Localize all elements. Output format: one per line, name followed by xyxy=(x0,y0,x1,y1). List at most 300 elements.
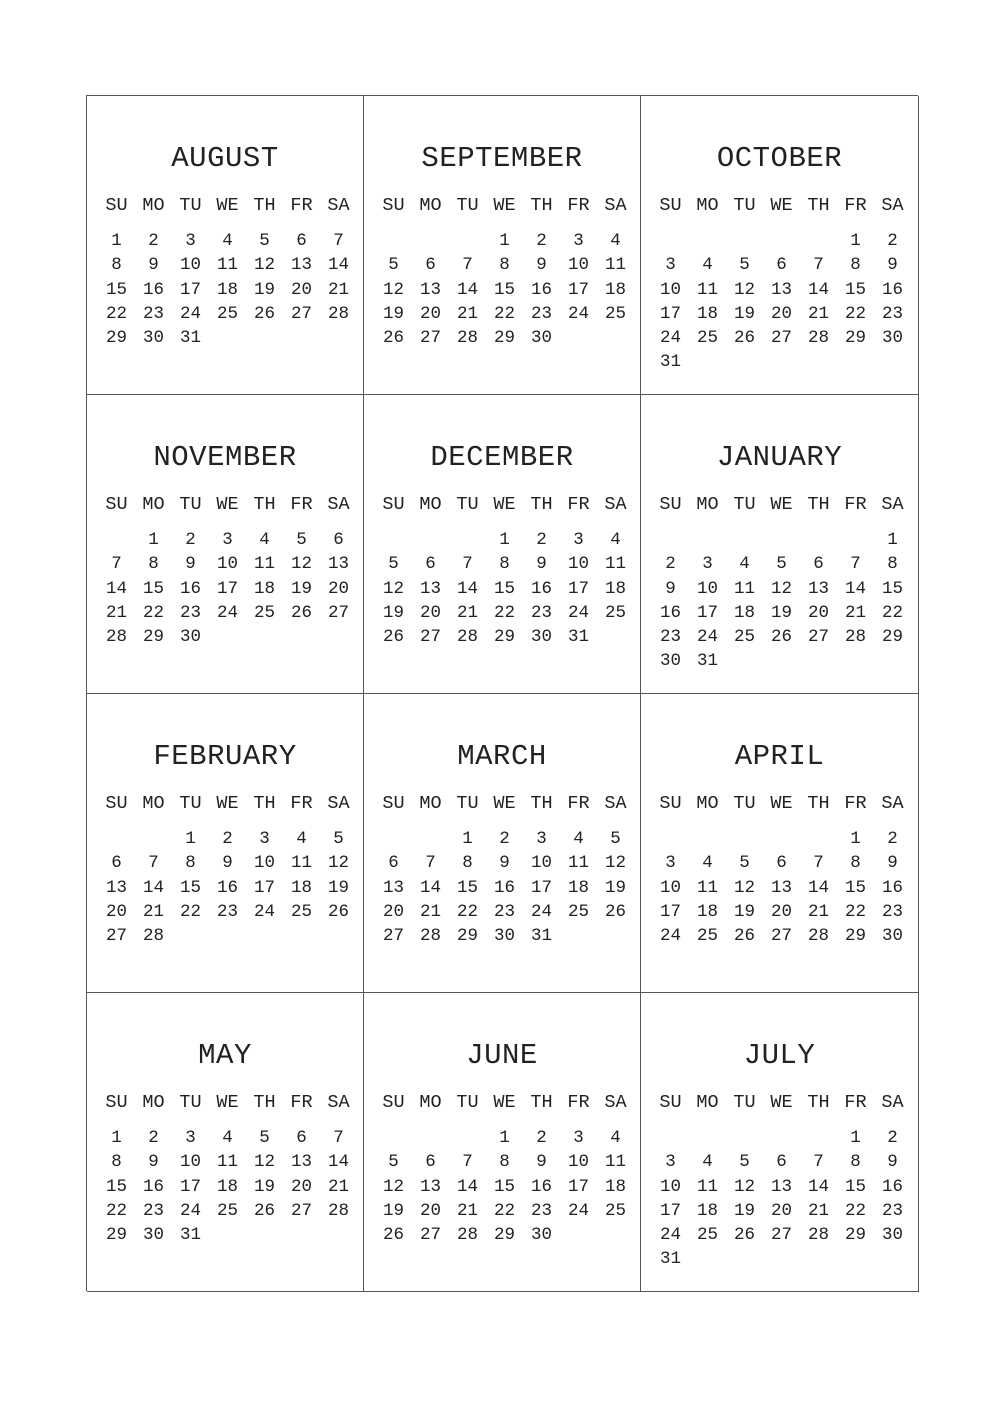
day-number: 17 xyxy=(253,877,275,898)
day-number: 13 xyxy=(327,554,349,575)
day-number: 2 xyxy=(536,530,547,550)
day-number: 26 xyxy=(382,627,404,648)
empty-day xyxy=(320,1223,357,1247)
empty-day xyxy=(209,326,246,350)
empty-day xyxy=(412,229,449,253)
empty-day xyxy=(837,649,874,673)
empty-day xyxy=(837,350,874,374)
weekday-label: SU xyxy=(382,494,405,515)
day-number: 1 xyxy=(850,1128,861,1148)
day-number: 31 xyxy=(179,1225,201,1246)
day-number: 21 xyxy=(419,901,441,922)
day-number: 6 xyxy=(425,554,436,575)
weekday-label: WE xyxy=(770,1092,793,1113)
day-number: 23 xyxy=(142,1200,164,1221)
weekday-header-row xyxy=(652,793,911,827)
day-number: 29 xyxy=(493,1225,515,1246)
day-number: 12 xyxy=(253,255,275,276)
empty-day xyxy=(560,924,597,948)
day-number: 9 xyxy=(185,554,196,575)
day-number: 14 xyxy=(807,877,829,898)
week-row xyxy=(98,1223,357,1247)
week-row xyxy=(98,1150,357,1174)
week-row xyxy=(652,924,911,948)
day-number: 8 xyxy=(850,255,861,276)
day-number: 9 xyxy=(536,255,547,276)
weekday-label: FR xyxy=(290,195,313,216)
day-number: 22 xyxy=(493,1200,515,1221)
day-number: 13 xyxy=(382,877,404,898)
empty-day xyxy=(283,625,320,649)
weekday-label: TU xyxy=(456,1092,479,1113)
weekday-label: SU xyxy=(659,793,682,814)
empty-day xyxy=(689,1247,726,1271)
month-august xyxy=(87,96,364,395)
day-number: 14 xyxy=(327,1152,349,1173)
day-number: 25 xyxy=(604,303,626,324)
day-number: 22 xyxy=(844,1200,866,1221)
weekday-label: FR xyxy=(290,494,313,515)
empty-day xyxy=(209,625,246,649)
day-number: 4 xyxy=(610,530,621,550)
day-number: 6 xyxy=(813,554,824,575)
day-number: 29 xyxy=(105,1225,127,1246)
day-number: 5 xyxy=(739,255,750,276)
day-number: 24 xyxy=(696,627,718,648)
day-number: 28 xyxy=(327,1200,349,1221)
day-number: 25 xyxy=(290,901,312,922)
weekday-label: SU xyxy=(382,1092,405,1113)
day-number: 27 xyxy=(290,1200,312,1221)
empty-day xyxy=(597,924,634,948)
day-number: 27 xyxy=(770,328,792,349)
week-row xyxy=(652,229,911,253)
day-number: 6 xyxy=(296,1128,307,1148)
day-number: 4 xyxy=(296,829,307,849)
weekday-header-row xyxy=(98,195,357,229)
day-number: 31 xyxy=(179,328,201,349)
day-number: 12 xyxy=(290,554,312,575)
empty-day xyxy=(283,924,320,948)
day-number: 11 xyxy=(567,853,589,874)
empty-day xyxy=(763,350,800,374)
day-number: 7 xyxy=(462,255,473,276)
day-number: 19 xyxy=(770,602,792,623)
day-number: 28 xyxy=(807,328,829,349)
week-row xyxy=(652,1126,911,1150)
week-row xyxy=(375,253,634,277)
day-number: 20 xyxy=(290,1176,312,1197)
year-calendar-grid xyxy=(86,95,918,1291)
empty-day xyxy=(874,1247,911,1271)
day-number: 21 xyxy=(142,901,164,922)
day-number: 28 xyxy=(844,627,866,648)
day-number: 30 xyxy=(179,627,201,648)
weekday-label: MO xyxy=(696,494,719,515)
day-number: 12 xyxy=(382,1176,404,1197)
day-number: 23 xyxy=(493,901,515,922)
week-row xyxy=(375,601,634,625)
empty-day xyxy=(246,924,283,948)
week-row xyxy=(98,876,357,900)
day-number: 28 xyxy=(327,303,349,324)
empty-day xyxy=(449,1126,486,1150)
day-number: 10 xyxy=(530,853,552,874)
day-number: 23 xyxy=(530,602,552,623)
week-row xyxy=(375,1150,634,1174)
day-number: 18 xyxy=(604,1176,626,1197)
day-number: 10 xyxy=(659,279,681,300)
day-number: 30 xyxy=(881,328,903,349)
weekday-label: MO xyxy=(419,494,442,515)
day-number: 10 xyxy=(567,1152,589,1173)
weekday-label: WE xyxy=(216,494,239,515)
day-number: 16 xyxy=(530,279,552,300)
day-number: 17 xyxy=(179,1176,201,1197)
empty-day xyxy=(763,229,800,253)
day-number: 10 xyxy=(567,255,589,276)
weekday-label: SU xyxy=(105,1092,128,1113)
day-number: 26 xyxy=(733,328,755,349)
day-number: 6 xyxy=(776,1152,787,1173)
day-number: 7 xyxy=(148,853,159,874)
day-number: 8 xyxy=(111,1152,122,1173)
day-number: 10 xyxy=(179,1152,201,1173)
day-number: 29 xyxy=(881,627,903,648)
month-november xyxy=(87,395,364,694)
day-number: 3 xyxy=(573,231,584,251)
day-number: 15 xyxy=(493,279,515,300)
day-number: 8 xyxy=(462,853,473,874)
week-row xyxy=(652,350,911,374)
day-number: 12 xyxy=(253,1152,275,1173)
day-number: 5 xyxy=(388,255,399,276)
empty-day xyxy=(689,528,726,552)
week-row xyxy=(652,601,911,625)
day-number: 13 xyxy=(419,279,441,300)
day-number: 20 xyxy=(327,578,349,599)
day-number: 4 xyxy=(702,255,713,276)
day-number: 2 xyxy=(887,1128,898,1148)
empty-day xyxy=(375,229,412,253)
weekday-label: TU xyxy=(179,195,202,216)
day-number: 19 xyxy=(733,303,755,324)
weekday-label: MO xyxy=(419,793,442,814)
day-number: 21 xyxy=(807,901,829,922)
weekday-label: MO xyxy=(696,195,719,216)
empty-day xyxy=(246,326,283,350)
day-number: 4 xyxy=(259,530,270,550)
weekday-label: WE xyxy=(493,1092,516,1113)
day-number: 3 xyxy=(536,829,547,849)
day-number: 17 xyxy=(567,279,589,300)
day-number: 14 xyxy=(456,279,478,300)
day-number: 18 xyxy=(604,578,626,599)
day-number: 28 xyxy=(142,926,164,947)
week-row xyxy=(652,253,911,277)
day-number: 5 xyxy=(388,554,399,575)
weekday-label: MO xyxy=(142,494,165,515)
month-title: MAY xyxy=(198,1039,252,1072)
day-number: 10 xyxy=(659,1176,681,1197)
week-row xyxy=(652,876,911,900)
week-row xyxy=(98,253,357,277)
month-days-table xyxy=(98,195,357,350)
day-number: 8 xyxy=(887,554,898,575)
day-number: 24 xyxy=(216,602,238,623)
day-number: 13 xyxy=(105,877,127,898)
weekday-header-row xyxy=(375,1092,634,1126)
empty-day xyxy=(763,1247,800,1271)
weekday-label: MO xyxy=(142,1092,165,1113)
empty-day xyxy=(726,649,763,673)
empty-day xyxy=(837,1247,874,1271)
week-row xyxy=(375,1126,634,1150)
empty-day xyxy=(689,1126,726,1150)
day-number: 15 xyxy=(142,578,164,599)
day-number: 16 xyxy=(142,1176,164,1197)
weekday-label: FR xyxy=(567,1092,590,1113)
empty-day xyxy=(874,649,911,673)
month-title: JUNE xyxy=(466,1039,538,1072)
day-number: 15 xyxy=(493,1176,515,1197)
day-number: 18 xyxy=(696,303,718,324)
day-number: 19 xyxy=(733,901,755,922)
day-number: 22 xyxy=(881,602,903,623)
day-number: 1 xyxy=(887,530,898,550)
day-number: 2 xyxy=(499,829,510,849)
day-number: 7 xyxy=(111,554,122,575)
day-number: 27 xyxy=(419,627,441,648)
day-number: 15 xyxy=(844,279,866,300)
empty-day xyxy=(726,1126,763,1150)
day-number: 1 xyxy=(499,231,510,251)
empty-day xyxy=(652,229,689,253)
month-january xyxy=(641,395,919,694)
day-number: 16 xyxy=(530,578,552,599)
weekday-label: SU xyxy=(659,494,682,515)
day-number: 17 xyxy=(530,877,552,898)
day-number: 11 xyxy=(696,279,718,300)
day-number: 5 xyxy=(776,554,787,575)
day-number: 18 xyxy=(253,578,275,599)
weekday-label: WE xyxy=(493,793,516,814)
empty-day xyxy=(375,827,412,851)
empty-day xyxy=(449,229,486,253)
empty-day xyxy=(98,827,135,851)
day-number: 7 xyxy=(813,853,824,874)
day-number: 17 xyxy=(179,279,201,300)
month-days-table xyxy=(652,793,911,948)
day-number: 24 xyxy=(530,901,552,922)
day-number: 27 xyxy=(770,926,792,947)
week-row xyxy=(375,827,634,851)
day-number: 1 xyxy=(148,530,159,550)
day-number: 1 xyxy=(462,829,473,849)
empty-day xyxy=(560,326,597,350)
day-number: 3 xyxy=(573,530,584,550)
month-days-table xyxy=(98,494,357,649)
empty-day xyxy=(560,1223,597,1247)
day-number: 11 xyxy=(216,1152,238,1173)
day-number: 17 xyxy=(659,1200,681,1221)
weekday-label: WE xyxy=(770,195,793,216)
empty-day xyxy=(800,827,837,851)
weekday-label: SA xyxy=(604,793,627,814)
week-row xyxy=(98,625,357,649)
day-number: 4 xyxy=(702,853,713,874)
day-number: 8 xyxy=(499,554,510,575)
empty-day xyxy=(246,625,283,649)
day-number: 4 xyxy=(573,829,584,849)
month-march xyxy=(364,694,641,993)
day-number: 1 xyxy=(499,1128,510,1148)
week-row xyxy=(652,528,911,552)
day-number: 20 xyxy=(770,901,792,922)
weekday-header-row xyxy=(375,195,634,229)
day-number: 17 xyxy=(567,578,589,599)
weekday-label: TH xyxy=(807,793,830,814)
day-number: 13 xyxy=(770,1176,792,1197)
day-number: 27 xyxy=(382,926,404,947)
day-number: 23 xyxy=(216,901,238,922)
day-number: 3 xyxy=(185,231,196,251)
weekday-label: SA xyxy=(327,195,350,216)
empty-day xyxy=(597,625,634,649)
weekday-label: SA xyxy=(604,494,627,515)
empty-day xyxy=(135,827,172,851)
day-number: 4 xyxy=(702,1152,713,1173)
day-number: 12 xyxy=(604,853,626,874)
week-row xyxy=(652,577,911,601)
day-number: 29 xyxy=(844,1225,866,1246)
empty-day xyxy=(209,924,246,948)
day-number: 11 xyxy=(290,853,312,874)
month-june xyxy=(364,993,641,1292)
weekday-label: SU xyxy=(105,494,128,515)
day-number: 19 xyxy=(733,1200,755,1221)
month-title: FEBRUARY xyxy=(153,740,297,773)
day-number: 27 xyxy=(419,1225,441,1246)
empty-day xyxy=(837,528,874,552)
week-row xyxy=(652,1247,911,1271)
weekday-label: TH xyxy=(253,793,276,814)
day-number: 14 xyxy=(105,578,127,599)
weekday-label: WE xyxy=(493,494,516,515)
empty-day xyxy=(320,924,357,948)
day-number: 29 xyxy=(493,627,515,648)
day-number: 4 xyxy=(739,554,750,575)
weekday-label: TH xyxy=(807,494,830,515)
day-number: 9 xyxy=(148,1152,159,1173)
weekday-label: MO xyxy=(696,1092,719,1113)
day-number: 5 xyxy=(296,530,307,550)
empty-day xyxy=(689,350,726,374)
week-row xyxy=(98,278,357,302)
day-number: 21 xyxy=(456,303,478,324)
day-number: 24 xyxy=(659,1225,681,1246)
day-number: 20 xyxy=(382,901,404,922)
weekday-label: SA xyxy=(327,494,350,515)
day-number: 23 xyxy=(142,303,164,324)
empty-day xyxy=(726,1247,763,1271)
empty-day xyxy=(449,528,486,552)
month-title: AUGUST xyxy=(171,142,279,175)
day-number: 27 xyxy=(290,303,312,324)
day-number: 10 xyxy=(567,554,589,575)
day-number: 26 xyxy=(253,303,275,324)
weekday-label: FR xyxy=(844,494,867,515)
empty-day xyxy=(800,229,837,253)
empty-day xyxy=(209,1223,246,1247)
day-number: 30 xyxy=(659,651,681,672)
month-october xyxy=(641,96,919,395)
day-number: 5 xyxy=(388,1152,399,1173)
day-number: 20 xyxy=(770,1200,792,1221)
day-number: 25 xyxy=(696,328,718,349)
empty-day xyxy=(763,827,800,851)
day-number: 30 xyxy=(530,627,552,648)
day-number: 10 xyxy=(179,255,201,276)
weekday-label: SU xyxy=(105,195,128,216)
day-number: 9 xyxy=(222,853,233,874)
day-number: 7 xyxy=(813,255,824,276)
weekday-label: TU xyxy=(733,793,756,814)
month-february xyxy=(87,694,364,993)
day-number: 19 xyxy=(253,1176,275,1197)
day-number: 7 xyxy=(850,554,861,575)
day-number: 19 xyxy=(327,877,349,898)
weekday-label: TH xyxy=(253,195,276,216)
week-row xyxy=(375,528,634,552)
weekday-header-row xyxy=(652,494,911,528)
day-number: 5 xyxy=(259,231,270,251)
empty-day xyxy=(800,528,837,552)
weekday-label: FR xyxy=(290,793,313,814)
day-number: 1 xyxy=(111,1128,122,1148)
day-number: 29 xyxy=(142,627,164,648)
day-number: 27 xyxy=(105,926,127,947)
day-number: 3 xyxy=(573,1128,584,1148)
empty-day xyxy=(652,827,689,851)
empty-day xyxy=(320,625,357,649)
day-number: 23 xyxy=(530,1200,552,1221)
day-number: 6 xyxy=(425,1152,436,1173)
weekday-header-row xyxy=(98,793,357,827)
day-number: 30 xyxy=(881,926,903,947)
week-row xyxy=(98,577,357,601)
weekday-label: MO xyxy=(419,195,442,216)
day-number: 25 xyxy=(733,627,755,648)
day-number: 24 xyxy=(567,602,589,623)
weekday-label: SA xyxy=(327,793,350,814)
day-number: 15 xyxy=(105,279,127,300)
day-number: 12 xyxy=(733,877,755,898)
weekday-label: TH xyxy=(807,1092,830,1113)
weekday-label: SA xyxy=(604,1092,627,1113)
day-number: 15 xyxy=(105,1176,127,1197)
week-row xyxy=(98,552,357,576)
day-number: 16 xyxy=(493,877,515,898)
day-number: 28 xyxy=(807,1225,829,1246)
day-number: 25 xyxy=(216,303,238,324)
day-number: 22 xyxy=(844,303,866,324)
day-number: 16 xyxy=(881,877,903,898)
day-number: 12 xyxy=(327,853,349,874)
day-number: 14 xyxy=(844,578,866,599)
weekday-label: SA xyxy=(881,1092,904,1113)
day-number: 16 xyxy=(659,602,681,623)
